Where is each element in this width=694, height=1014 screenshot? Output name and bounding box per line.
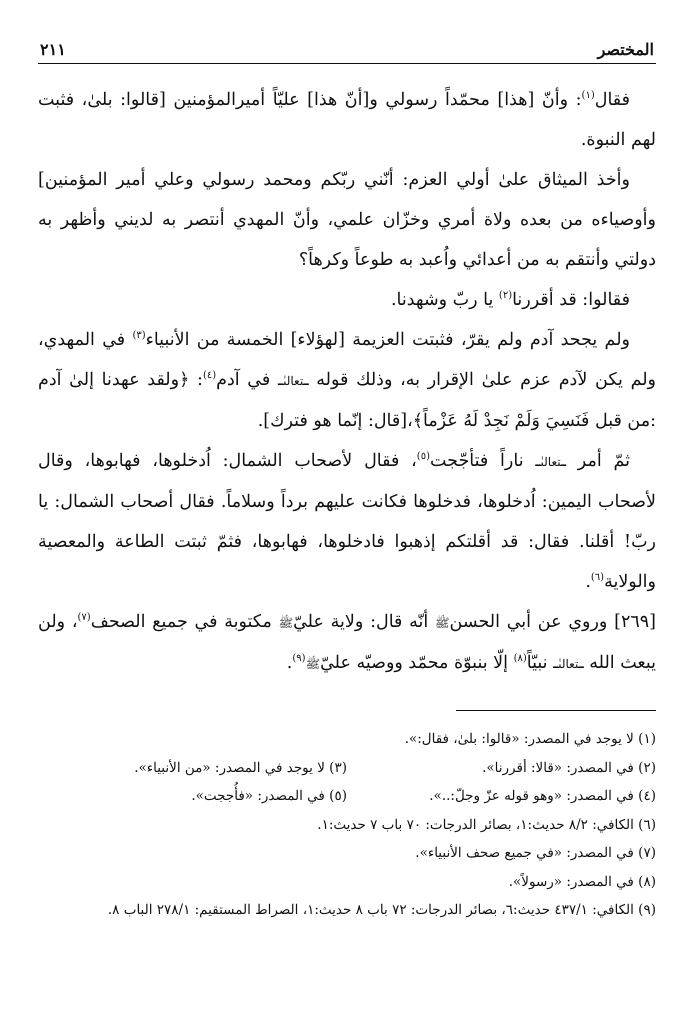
paragraph-2: وأخذ الميثاق علىٰ أولي العزم: أنّني ربّكم ومحمد رسولي وعلي أمير المؤمنين] وأوصياءه من بعده ولاة أمري وخزّان علمي، وأنّ المهدي أنتصر به لديني وأظهر به دولتي وأنتقم به من أعدائي واُعبد به طوعاً وكرهاً؟ [38, 170, 656, 270]
text-span: فقال [594, 90, 630, 110]
book-title: المختصر [597, 40, 654, 59]
paragraph-3 [38, 280, 656, 320]
footnote-row [38, 782, 656, 811]
footnotes [38, 725, 656, 925]
text-span: [٢٦٩] وروي عن أبي الحسن [449, 612, 656, 632]
footnote-9: (٩) الكافي: ٤٣٧/١ حديث:٦، بصائر الدرجات: ٧٢ باب ٨ حديث:١، الصراط المستقيم: ٢٧٨/١ الباب ٨. [107, 902, 656, 918]
text-span: يا ربّ وشهدنا. [390, 290, 499, 310]
footnote-ref: (٢) [498, 290, 513, 302]
text-span: . [585, 572, 591, 592]
running-header [38, 40, 656, 64]
taala-phrase: تعالىٰ [558, 657, 579, 671]
text-span: : ﴿ولقد عهدنا إلىٰ آدم :من قبل فَنَسِيَ وَلَمْ نَجِدْ لَهُ عَزْماً﴾،[قال: إنّما هو فترك]. [38, 370, 656, 431]
footnote-ref: (٤) [202, 370, 217, 382]
text-span: في المهدي، ولم يكن لآدم عزم علىٰ الإقرار به، وذلك قوله ـ [38, 330, 657, 390]
book-page [38, 40, 656, 1014]
text-span: إلّا بنبوّة محمّد ووصيّه عليّ [320, 653, 514, 673]
footnote-ref: (٣) [132, 330, 146, 342]
footnote-4: (٤) في المصدر: «وهو قوله عزّ وجلّ:..». [429, 788, 656, 804]
footnote-2: (٢) في المصدر: «قالا: أقررنا». [482, 759, 656, 776]
text-span: ولم يجحد آدم ولم يقرّ، فثبتت العزيمة [لهؤلاء] الخمسة من الأنبياء [145, 330, 630, 350]
paragraph-5 [38, 441, 656, 602]
footnote-1: (١) لا يوجد في المصدر: «قالوا: بلىٰ، فقال:». [404, 731, 656, 747]
text-span: ، ولن يبعث الله ـ [38, 612, 656, 673]
footnote-row [38, 754, 656, 783]
salutation-glyph: ﷺ [305, 657, 321, 671]
taala-phrase: تعالىٰ [540, 455, 561, 469]
text-span: فقالوا: قد أقررنا [512, 290, 630, 310]
text-span: : وأنّ [هذا] محمّداً رسولي و[أنّ هذا] عليّاً أميرالمؤمنين [قالوا: بلىٰ، فثبت لهم النبوة. [38, 90, 656, 150]
salutation-glyph: ﷺ [435, 616, 450, 630]
text-span: مكتوبة في جميع الصحف [90, 612, 279, 632]
text-span: ثمّ أمر ـ [560, 451, 630, 471]
paragraph-6 [38, 602, 656, 684]
footnote-6: (٦) الكافي: ٨/٢ حديث:١، بصائر الدرجات: ٧٠ باب ٧ حديث:١. [317, 816, 656, 833]
text-span: ـ نبيّاً [526, 653, 559, 673]
salutation-glyph: ﷺ [278, 616, 294, 630]
footnote-separator [456, 710, 656, 711]
footnote-8: (٨) في المصدر: «رسولاً». [508, 873, 656, 890]
text-span: أنّه قال: ولاية عليّ [293, 612, 436, 632]
text-span: ـ في آدم [216, 370, 284, 390]
text-span: ، فقال لأصحاب الشمال: اُدخلوها، فهابوها، وقال لأصحاب اليمين: اُدخلوها، فدخلوها فكانت عليهم برداً وسلاماً. فقال أصحاب الشمال: يا ربّ! أقلنا. فقال: قد أقلتكم إذهبوا فادخلوها، فهابوها، فثمّ ثبتت الطاعة والمعصية والولاية [38, 451, 656, 592]
footnote-ref: (٩) [292, 653, 306, 665]
footnote-ref: (٧) [77, 612, 91, 624]
taala-phrase: تعالىٰ [283, 374, 304, 388]
text-span: ـ ناراً فتأجّجت [429, 451, 541, 471]
footnote-ref: (٦) [590, 572, 605, 584]
paragraph-4 [38, 320, 656, 441]
footnote-ref: (٥) [416, 451, 430, 463]
footnote-ref: (١) [581, 90, 595, 102]
footnote-3: (٣) لا يوجد في المصدر: «من الأنبياء». [134, 759, 347, 776]
main-text [38, 80, 656, 684]
footnote-7: (٧) في المصدر: «في جميع صحف الأنبياء». [415, 845, 656, 861]
footnote-ref: (٨) [513, 653, 527, 665]
text-span: . [286, 653, 293, 673]
paragraph-1 [38, 80, 656, 160]
footnote-5: (٥) في المصدر: «فأُججت». [191, 788, 347, 804]
page-number: ٢١١ [40, 40, 66, 59]
